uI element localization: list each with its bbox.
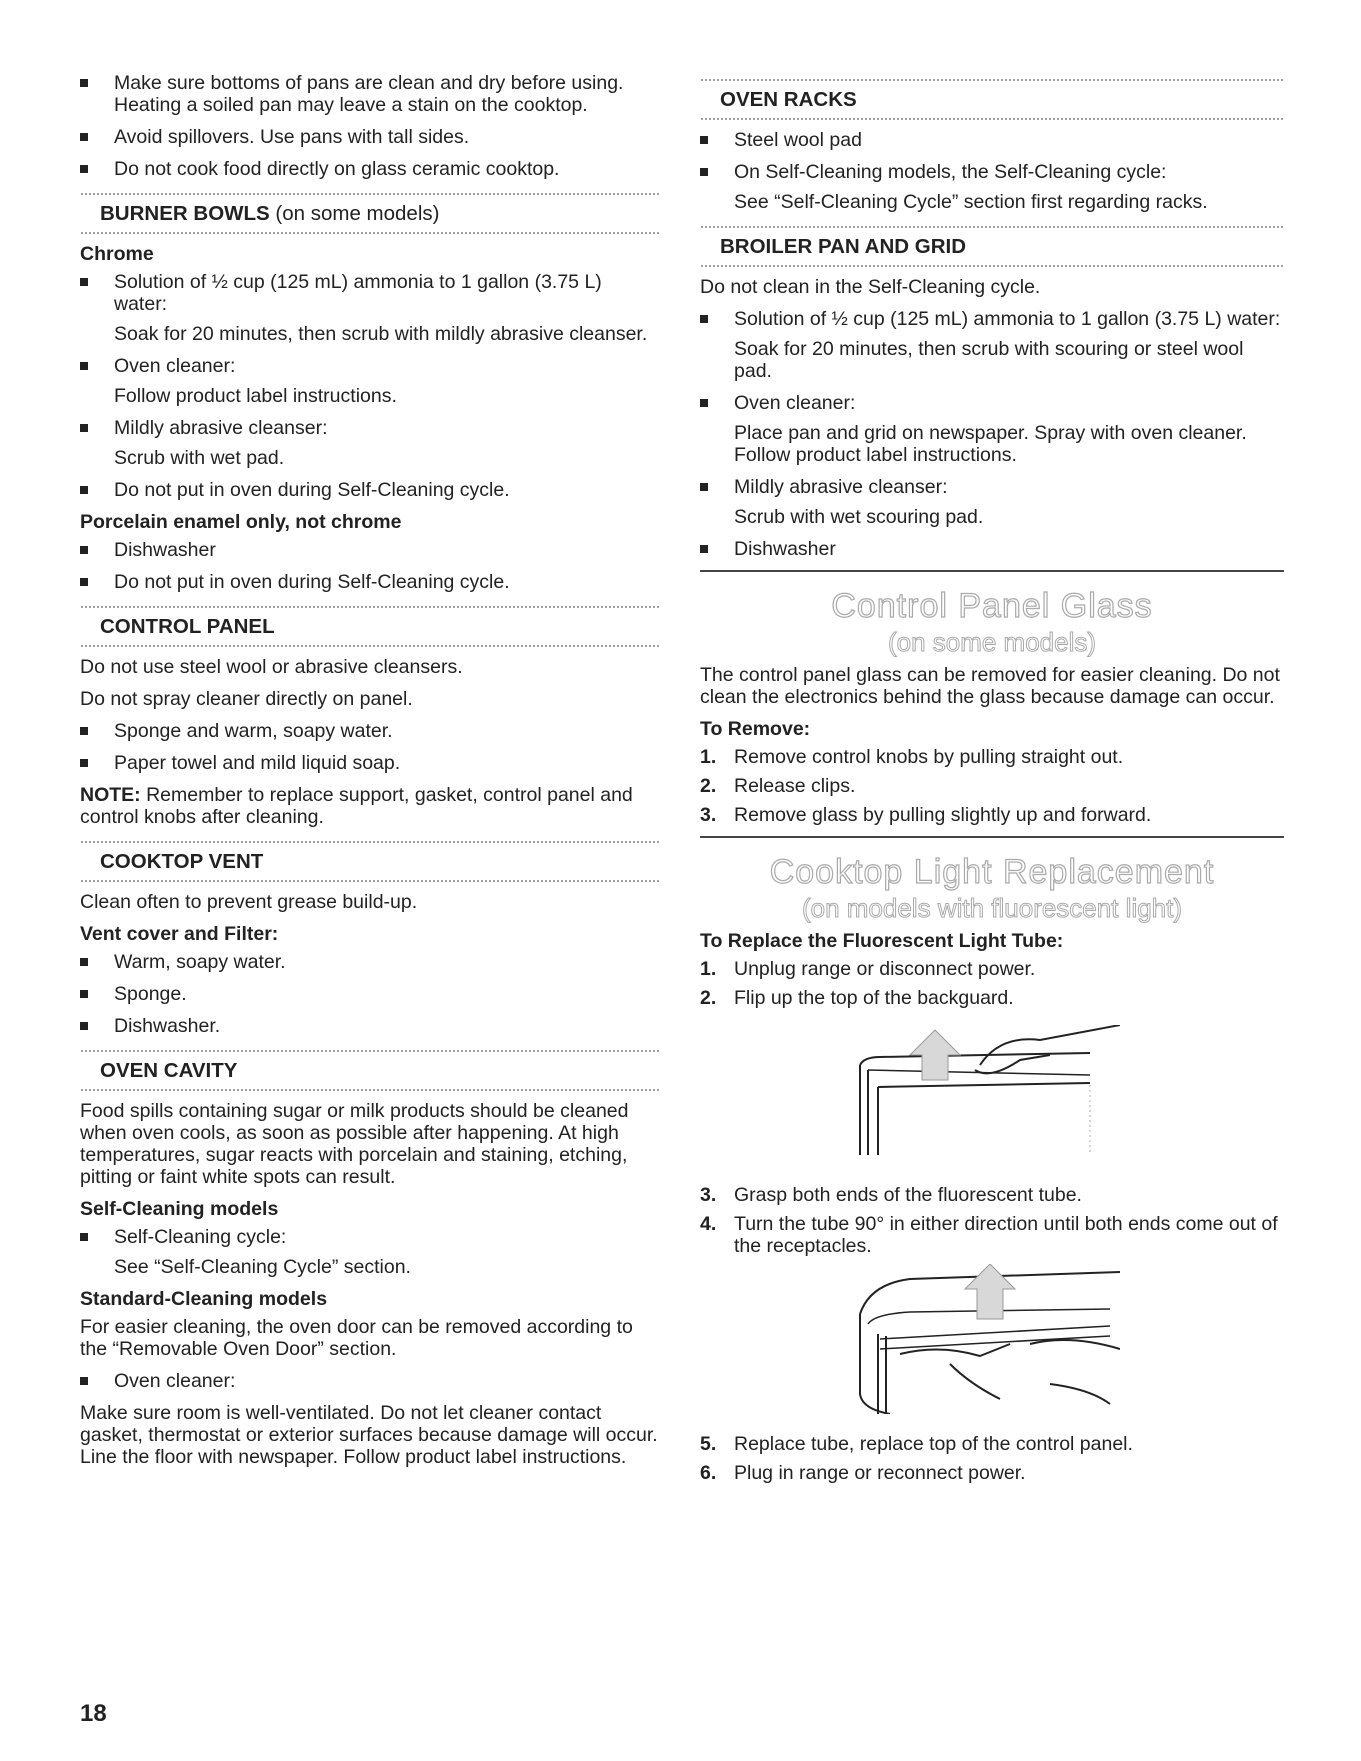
section-subtitle: (on some models): [887, 627, 1097, 657]
numbered-step: 1. Unplug range or disconnect power.: [700, 958, 1036, 980]
list-item: Dishwasher.: [80, 1015, 660, 1037]
section-title: COOKTOP VENT: [100, 850, 264, 873]
note: [80, 784, 660, 828]
list-item: Self-Cleaning cycle:: [80, 1226, 660, 1248]
list-item: Steel wool pad: [700, 129, 1284, 151]
section-header-broiler: [700, 225, 1284, 268]
dotted-rule: [700, 264, 1284, 268]
paragraph: Food spills containing sugar or milk products should be cleaned when oven cools, as soon as possible after happening. At high temperatures, sugar reacts with porcelain and staining, etching, pitting or faint white spots can result.: [80, 1100, 629, 1188]
subheading-vent: Vent cover and Filter:: [80, 923, 279, 945]
list-item: Sponge and warm, soapy water.: [80, 720, 660, 742]
page-number: 18: [80, 1700, 107, 1727]
list-item: On Self-Cleaning models, the Self-Cleaning cycle:: [700, 161, 1284, 183]
section-title: BURNER BOWLS: [100, 202, 270, 225]
list-item-detail: See “Self-Cleaning Cycle” section.: [114, 1256, 411, 1278]
list-item-detail: Scrub with wet pad.: [114, 447, 285, 469]
list-item: Solution of ½ cup (125 mL) ammonia to 1 gallon (3.75 L) water:: [80, 271, 660, 315]
section-header-cooktop-vent: [80, 840, 660, 883]
paragraph: For easier cleaning, the oven door can be removed according to the “Removable Oven Door” section.: [80, 1316, 633, 1360]
numbered-step: 5. Replace tube, replace top of the control panel.: [700, 1433, 1133, 1455]
subheading-chrome: Chrome: [80, 243, 154, 265]
list-item-detail: Soak for 20 minutes, then scrub with scouring or steel wool pad.: [734, 338, 1244, 382]
illustration-remove-tube: [850, 1264, 1284, 1419]
section-header-burner-bowls: [80, 192, 660, 235]
section-subtitle: (on models with fluorescent light): [801, 893, 1183, 923]
numbered-step: 2. Release clips.: [700, 775, 856, 797]
list-item: Paper towel and mild liquid soap.: [80, 752, 660, 774]
subheading-replace-tube: To Replace the Fluorescent Light Tube:: [700, 930, 1064, 952]
right-column: [700, 72, 1284, 1491]
list-item: Oven cleaner:: [80, 355, 660, 377]
list-item-detail: Scrub with wet scouring pad.: [734, 506, 984, 528]
section-title: CONTROL PANEL: [100, 615, 275, 638]
subheading-to-remove: To Remove:: [700, 718, 811, 740]
dotted-rule: [80, 879, 660, 883]
illustration-flip-backguard: [850, 1025, 1284, 1170]
section-title-suffix: (on some models): [275, 202, 440, 225]
list-item-detail: See “Self-Cleaning Cycle” section first regarding racks.: [734, 191, 1208, 213]
list-item: Sponge.: [80, 983, 660, 1005]
section-title: BROILER PAN AND GRID: [720, 235, 966, 258]
numbered-step: 3. Remove glass by pulling slightly up and forward.: [700, 804, 1152, 826]
section-title: Control Panel Glass: [831, 587, 1153, 625]
list-item: Oven cleaner:: [80, 1370, 660, 1392]
dotted-rule: [80, 231, 660, 235]
subheading-self-cleaning: Self-Cleaning models: [80, 1198, 279, 1220]
list-item: Solution of ½ cup (125 mL) ammonia to 1 gallon (3.75 L) water:: [700, 308, 1284, 330]
dotted-rule: [700, 117, 1284, 121]
paragraph: Clean often to prevent grease build-up.: [80, 891, 418, 913]
paragraph: Make sure room is well-ventilated. Do not let cleaner contact gasket, thermostat or exterior surfaces because damage will occur. Line the floor with newspaper. Follow product label instructions.: [80, 1402, 658, 1468]
backguard-illustration: [850, 1025, 1120, 1165]
note-label: NOTE:: [80, 784, 141, 806]
section-header-control-panel: [80, 605, 660, 648]
dotted-rule: [80, 644, 660, 648]
list-item: Dishwasher: [700, 538, 1284, 560]
dotted-rule: [80, 1088, 660, 1092]
list-item: Mildly abrasive cleanser:: [700, 476, 1284, 498]
list-item: Mildly abrasive cleanser:: [80, 417, 660, 439]
tube-illustration: [850, 1264, 1120, 1414]
paragraph: Do not use steel wool or abrasive cleansers.: [80, 656, 463, 678]
section-header-control-panel-glass: [700, 572, 1284, 658]
paragraph: Do not clean in the Self-Cleaning cycle.: [700, 276, 1041, 298]
numbered-step: 1. Remove control knobs by pulling straight out.: [700, 746, 1124, 768]
list-item: Warm, soapy water.: [80, 951, 660, 973]
list-item: Do not cook food directly on glass ceramic cooktop.: [80, 158, 660, 180]
numbered-step: 2. Flip up the top of the backguard.: [700, 987, 1014, 1009]
list-item: Dishwasher: [80, 539, 660, 561]
numbered-step: 4. Turn the tube 90° in either direction until both ends come out of the receptacles.: [700, 1213, 1278, 1257]
list-item: Oven cleaner:: [700, 392, 1284, 414]
numbered-step: 3. Grasp both ends of the fluorescent tube.: [700, 1184, 1082, 1206]
left-column: [80, 72, 660, 1478]
paragraph: The control panel glass can be removed for easier cleaning. Do not clean the electronics behind the glass because damage can occur.: [700, 664, 1280, 708]
list-item: Avoid spillovers. Use pans with tall sides.: [80, 126, 660, 148]
subheading-standard-cleaning: Standard-Cleaning models: [80, 1288, 328, 1310]
section-header-cooktop-light: [700, 838, 1284, 924]
list-item: Do not put in oven during Self-Cleaning cycle.: [80, 479, 660, 501]
section-header-oven-racks: [700, 78, 1284, 121]
section-header-oven-cavity: [80, 1049, 660, 1092]
list-item-detail: Follow product label instructions.: [114, 385, 397, 407]
list-item-detail: Place pan and grid on newspaper. Spray with oven cleaner. Follow product label instructions.: [734, 422, 1247, 466]
paragraph: Do not spray cleaner directly on panel.: [80, 688, 413, 710]
subheading-porcelain: Porcelain enamel only, not chrome: [80, 511, 402, 533]
section-title: Cooktop Light Replacement: [769, 853, 1215, 891]
list-item: Do not put in oven during Self-Cleaning cycle.: [80, 571, 660, 593]
list-item: Make sure bottoms of pans are clean and dry before using. Heating a soiled pan may leave a stain on the cooktop.: [80, 72, 660, 116]
section-title: OVEN RACKS: [720, 88, 857, 111]
section-title: OVEN CAVITY: [100, 1059, 238, 1082]
list-item-detail: Soak for 20 minutes, then scrub with mildly abrasive cleanser.: [114, 323, 648, 345]
note-text: Remember to replace support, gasket, control panel and control knobs after cleaning.: [80, 784, 633, 828]
numbered-step: 6. Plug in range or reconnect power.: [700, 1462, 1026, 1484]
